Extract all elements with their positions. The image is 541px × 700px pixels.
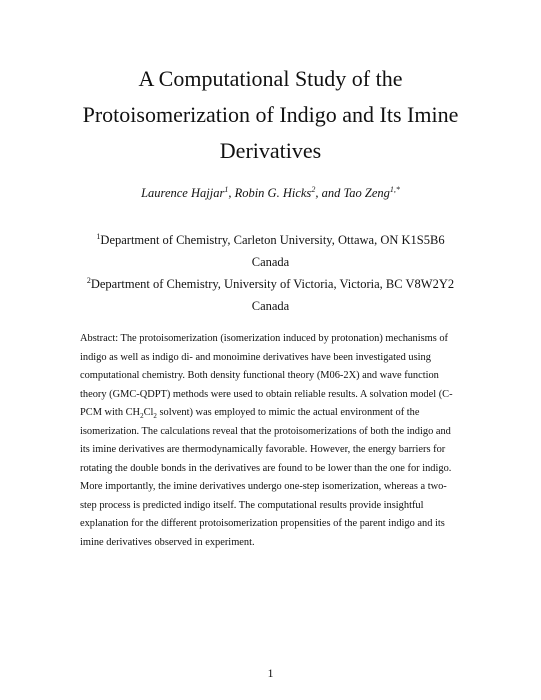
affiliation-line <box>20 273 521 295</box>
abstract-line: theory (GMC-QDPT) methods were used to obtain reliable results. A solvation model (C- <box>80 388 453 400</box>
affiliation-text: Department of Chemistry, Carleton University, Ottawa, ON K1S5B6 <box>100 233 445 247</box>
title-line: Derivatives <box>219 138 322 163</box>
abstract-text: Cl <box>143 407 154 418</box>
abstract-line: computational chemistry. Both density functional theory (M06-2X) and wave function <box>80 370 439 381</box>
abstract-line: step process is predicted indigo itself. The computational results provide insightful <box>80 499 424 511</box>
author-name: and Tao Zeng <box>321 186 390 200</box>
abstract-text: PCM with CH <box>80 407 141 418</box>
abstract-text: solvent) was employed to mimic the actual environment of the <box>156 407 420 418</box>
affiliation-1 <box>20 229 521 273</box>
author-affiliation-mark: 2 <box>311 184 316 194</box>
paper-title <box>40 61 501 169</box>
affiliation-2 <box>20 273 521 317</box>
affiliation-text: Department of Chemistry, University of Victoria, Victoria, BC V8W2Y2 <box>90 277 455 291</box>
title-line: A Computational Study of the <box>138 66 403 91</box>
author-name: Robin G. Hicks <box>234 186 312 200</box>
affiliation-country: Canada <box>251 299 290 313</box>
abstract-line: isomerization. The calculations reveal that the protoisomerizations of both the indigo and <box>80 425 451 437</box>
affiliation-mark: 2 <box>86 275 91 285</box>
affiliation-line <box>20 229 521 251</box>
abstract-line: its imine derivatives are thermodynamically favorable. However, the energy barriers for <box>80 444 446 455</box>
abstract <box>80 330 462 552</box>
abstract-line: Abstract: The protoisomerization (isomerization induced by protonation) mechanisms of <box>80 333 449 344</box>
affiliation-mark: 1 <box>96 231 101 241</box>
formula-subscript: 2 <box>153 412 157 421</box>
abstract-line: indigo as well as indigo di- and monoimine derivatives have been investigated using <box>80 351 431 363</box>
abstract-line: imine derivatives observed in experiment. <box>80 536 255 548</box>
author-affiliation-mark: 1 <box>224 184 229 194</box>
abstract-line: explanation for the different protoisomerization propensities of the parent indigo and its <box>80 518 445 529</box>
abstract-line: rotating the double bonds in the derivatives are found to be lower than the one for indigo. <box>80 462 452 474</box>
author-list: Laurence Hajjar$^1$, Robin G. Hicks$^2$, and Tao Zeng$^{1,*}$ <box>141 184 400 200</box>
page-number: 1 <box>267 666 274 680</box>
affiliation-country: Canada <box>251 255 290 269</box>
title-line: Protoisomerization of Indigo and Its Imine <box>82 102 459 127</box>
formula-subscript: 2 <box>140 412 144 421</box>
abstract-line-formula <box>80 404 462 423</box>
author-name: Laurence Hajjar <box>141 186 225 200</box>
author-affiliation-mark: 1,* <box>389 184 400 194</box>
abstract-line: More importantly, the imine derivatives undergo one-step isomerization, whereas a two- <box>80 481 447 492</box>
